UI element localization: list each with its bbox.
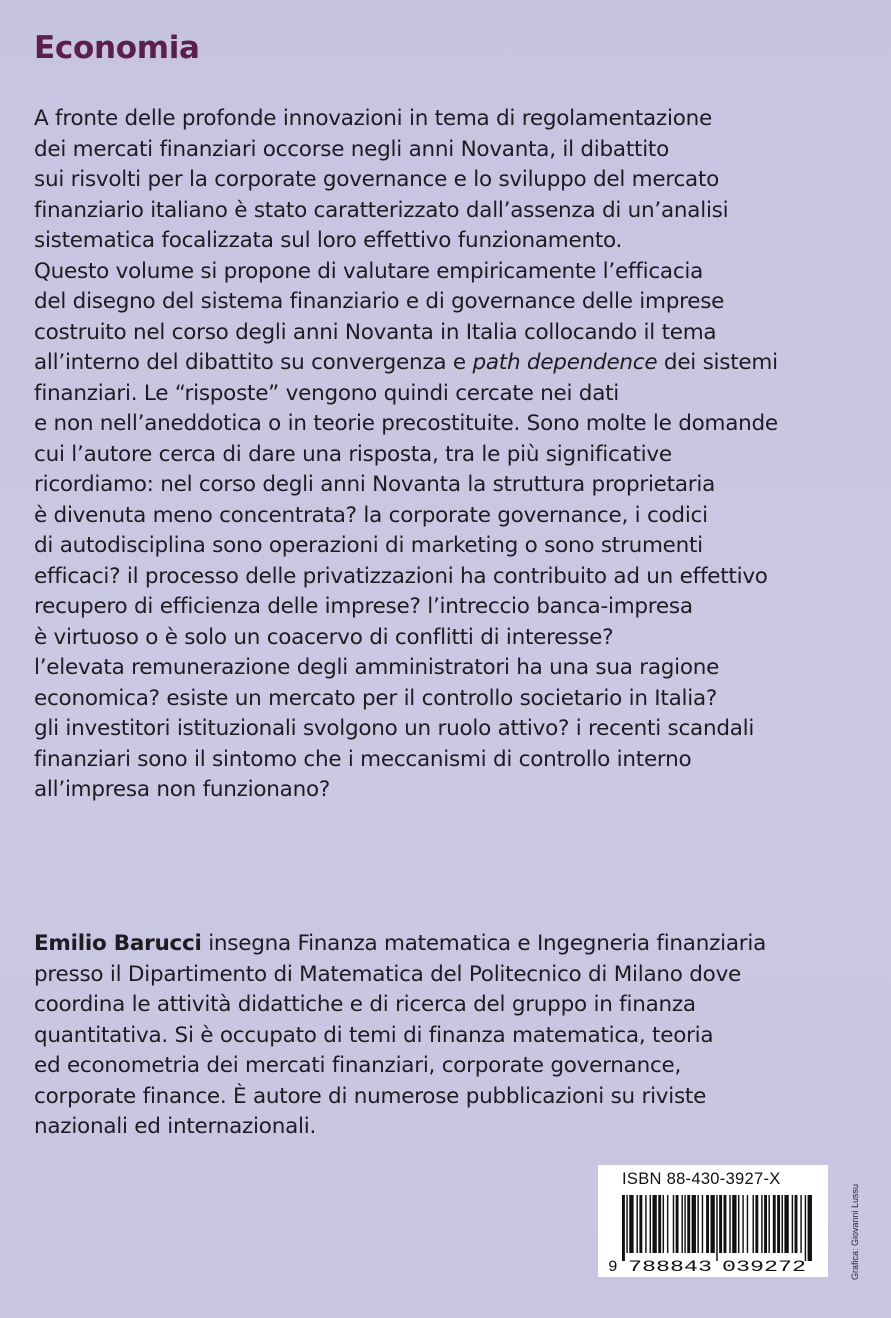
author-bio xyxy=(34,929,864,1143)
description-line: costruito nel corso degli anni Novanta in Italia collocando il tema xyxy=(34,319,717,345)
barcode-bar xyxy=(729,1195,730,1253)
barcode-bar xyxy=(637,1195,638,1253)
description-line: di autodisciplina sono operazioni di marketing o sono strumenti xyxy=(34,533,703,558)
barcode-bar xyxy=(773,1195,776,1253)
barcode-bar xyxy=(782,1195,783,1253)
description-line: è virtuoso o è solo un coacervo di conflitti di interesse? xyxy=(34,624,614,650)
description-line: sui risvolti per la corporate governance e lo sviluppo del mercato xyxy=(34,167,720,192)
barcode-bars xyxy=(622,1195,812,1261)
barcode-bar xyxy=(805,1195,806,1261)
description-line: gli investitori istituzionali svolgono un ruolo attivo? i recenti scandali xyxy=(34,716,755,741)
barcode-bar xyxy=(667,1195,668,1253)
barcode-bar xyxy=(622,1195,625,1261)
barcode-bar xyxy=(732,1195,736,1253)
description-line: l’elevata remunerazione degli amministratori ha una sua ragione xyxy=(34,655,720,680)
barcode-bar xyxy=(710,1195,714,1253)
barcode-bar xyxy=(742,1195,743,1253)
barcode-bar xyxy=(673,1195,674,1253)
description-line: e non nell’aneddotica o in teorie precostituite. Sono molte le domande xyxy=(34,411,778,436)
barcode-digits-right: 039272 xyxy=(722,1258,806,1273)
description-line: finanziari sono il sintomo che i meccanismi di controllo interno xyxy=(34,746,692,772)
barcode-bar xyxy=(719,1195,722,1253)
barcode-bar xyxy=(795,1195,798,1253)
barcode-bar xyxy=(792,1195,793,1253)
description-line: finanziari. Le “risposte” vengono quindi cercate nei dati xyxy=(34,380,620,406)
barcode-bar xyxy=(716,1195,717,1261)
barcode-bar xyxy=(676,1195,679,1253)
bio-line: corporate finance. È autore di numerose pubblicazioni su riviste xyxy=(34,1083,707,1109)
barcode-bar xyxy=(681,1195,682,1253)
description-line xyxy=(34,348,864,379)
barcode-bar xyxy=(784,1195,788,1253)
barcode-bar xyxy=(753,1195,754,1253)
description-text: all’interno del dibattito su convergenza e xyxy=(34,350,473,375)
barcode-bar xyxy=(629,1195,633,1253)
barcode-bar xyxy=(777,1195,780,1253)
description-line: finanziario italiano è stato caratterizzato dall’assenza di un’analisi xyxy=(34,197,729,223)
barcode-bar xyxy=(645,1195,646,1253)
description-line: all’impresa non funzionano? xyxy=(34,777,331,802)
barcode-bar xyxy=(697,1195,698,1253)
description-line: efficaci? il processo delle privatizzazioni ha contribuito ad un effettivo xyxy=(34,563,768,589)
description-line: è divenuta meno concentrata? la corporate governance, i codici xyxy=(34,502,708,528)
barcode-bar xyxy=(747,1195,748,1253)
barcode-bar xyxy=(626,1195,627,1253)
barcode-bar xyxy=(692,1195,696,1253)
barcode-bar xyxy=(652,1195,656,1253)
bio-line: presso il Dipartimento di Matematica del Politecnico di Milano dove xyxy=(34,961,742,987)
bio-line: quantitativa. Si è occupato di temi di finanza matematica, teoria xyxy=(34,1022,714,1048)
barcode-bar xyxy=(738,1195,739,1253)
barcode-bar xyxy=(800,1195,801,1253)
barcode-bar xyxy=(808,1195,812,1261)
design-credit: Grafica: Giovanni Lussu xyxy=(850,1183,860,1280)
category-heading: Economia xyxy=(34,30,200,66)
barcode-image xyxy=(608,1195,820,1273)
barcode-digits-left: 788843 xyxy=(628,1258,712,1273)
description-line: dei mercati finanziari occorse negli anni Novanta, il dibattito xyxy=(34,136,670,162)
description-line: A fronte delle profonde innovazioni in tema di regolamentazione xyxy=(34,106,712,131)
description-line: ricordiamo: nel corso degli anni Novanta la struttura proprietaria xyxy=(34,472,715,497)
description-text: dei sistemi xyxy=(657,350,778,375)
barcode-bar xyxy=(687,1195,690,1253)
description-line: economica? esiste un mercato per il controllo societario in Italia? xyxy=(34,685,718,711)
bio-text: insegna Finanza matematica e Ingegneria finanziaria xyxy=(201,931,767,956)
barcode-bar xyxy=(761,1195,762,1253)
italic-term: path dependence xyxy=(472,350,658,375)
description-line: del disegno del sistema finanziario e di governance delle imprese xyxy=(34,289,725,314)
barcode-digit-first: 9 xyxy=(608,1258,618,1273)
bio-line: ed econometria dei mercati finanziari, corporate governance, xyxy=(34,1053,682,1078)
barcode-bar xyxy=(684,1195,685,1253)
barcode-bar xyxy=(663,1195,664,1253)
bio-line xyxy=(34,929,864,960)
isbn-number: ISBN 88-430-3927-X xyxy=(622,1170,781,1188)
barcode-bar xyxy=(768,1195,769,1253)
barcode-bar xyxy=(724,1195,727,1253)
description-line: Questo volume si propone di valutare empiricamente l’efficacia xyxy=(34,258,704,284)
bio-line: coordina le attività didattiche e di ricerca del gruppo in finanza xyxy=(34,992,696,1017)
book-description xyxy=(34,104,864,806)
barcode-bar xyxy=(650,1195,651,1253)
bio-line: nazionali ed internazionali. xyxy=(34,1114,317,1139)
barcode-bar xyxy=(755,1195,758,1253)
barcode-bar xyxy=(764,1195,767,1253)
description-line: recupero di efficienza delle imprese? l’intreccio banca-impresa xyxy=(34,594,693,619)
barcode-bar xyxy=(658,1195,661,1253)
barcode-bar xyxy=(702,1195,703,1253)
barcode-bar xyxy=(639,1195,642,1253)
description-line: cui l’autore cerca di dare una risposta, tra le più significative xyxy=(34,441,672,467)
description-line: sistematica focalizzata sul loro effettivo funzionamento. xyxy=(34,228,623,253)
barcode-label xyxy=(598,1165,828,1277)
barcode-bar xyxy=(706,1195,709,1253)
author-name: Emilio Barucci xyxy=(34,931,202,956)
